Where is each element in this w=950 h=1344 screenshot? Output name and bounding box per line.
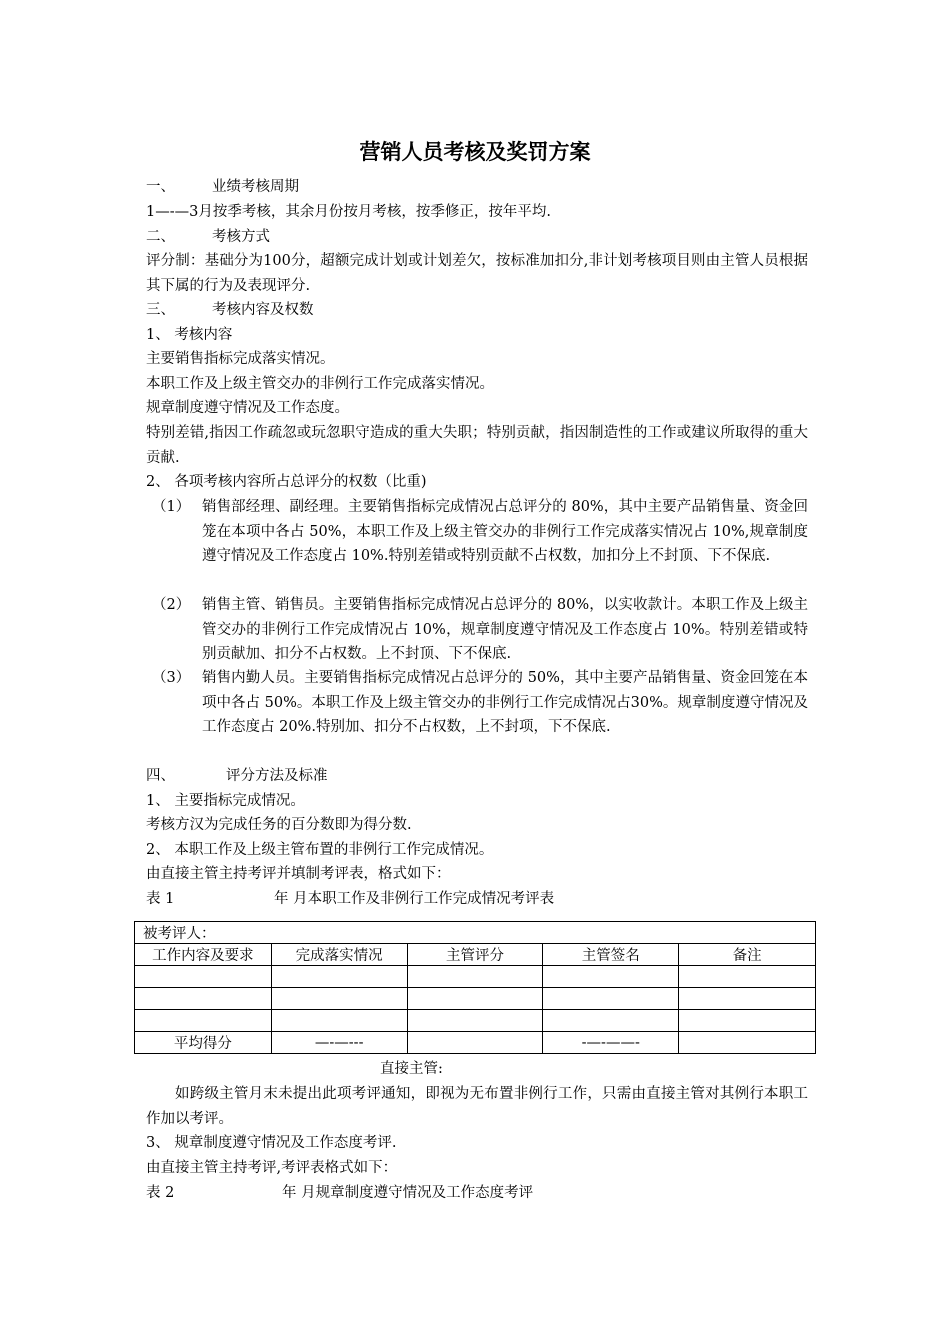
list-item <box>146 495 808 569</box>
table-cell <box>135 1010 272 1032</box>
paragraph: 由直接主管主持考评并填制考评表，格式如下： <box>146 866 451 882</box>
table-caption-title: 年 月本职工作及非例行工作完成情况考评表 <box>274 891 555 907</box>
table-cell <box>679 1010 816 1032</box>
table-cell <box>407 1032 543 1054</box>
avg-label-cell: 平均得分 <box>135 1032 272 1054</box>
table-cell <box>407 988 543 1010</box>
section-label: 考核方式 <box>212 229 270 245</box>
list-item <box>146 593 808 667</box>
subheading: 1、 考核内容 <box>146 327 233 343</box>
section-number: 一、 <box>146 179 175 195</box>
section-label: 考核内容及权数 <box>212 302 314 318</box>
direct-supervisor-label: 直接主管: <box>380 1061 443 1077</box>
table-header-cell: 主管评分 <box>407 944 543 966</box>
paragraph: 规章制度遵守情况及工作态度。 <box>146 400 349 416</box>
paragraph: 由直接主管主持考评,考评表格式如下： <box>146 1160 398 1176</box>
table-cell <box>543 966 679 988</box>
page-title: 营销人员考核及奖罚方案 <box>359 140 591 164</box>
table-row <box>135 988 816 1010</box>
list-item-text: 销售主管、销售员。主要销售指标完成情况占总评分的 80%，以实收款计。本职工作及上级主管交办的非例行工作完成情况占 10%，规章制度遵守情况及工作态度占 10%。特别差错或特别贡献加、扣分不占权数。上不封顶、下不保底. <box>202 597 808 662</box>
list-marker: （3） <box>152 670 191 686</box>
table-cell <box>679 1032 816 1054</box>
table-cell <box>135 988 272 1010</box>
section-number: 三、 <box>146 302 175 318</box>
table-cell <box>679 988 816 1010</box>
subheading: 3、 规章制度遵守情况及工作态度考评. <box>146 1135 397 1151</box>
table-cell <box>135 966 272 988</box>
table-caption <box>146 887 554 911</box>
section-number: 四、 <box>146 768 175 784</box>
table-cell <box>543 1010 679 1032</box>
paragraph: 本职工作及上级主管交办的非例行工作完成落实情况。 <box>146 376 494 392</box>
list-marker: （1） <box>152 499 191 515</box>
paragraph: 如跨级主管月末未提出此项考评通知，即视为无布置非例行工作，只需由直接主管对其例行本职工作加以考评。 <box>146 1086 808 1127</box>
table-cell <box>271 1010 407 1032</box>
table-cell <box>271 966 407 988</box>
table-caption <box>146 1181 533 1205</box>
table-header-row <box>135 944 816 966</box>
section-label: 业绩考核周期 <box>212 179 299 195</box>
subheading: 2、 本职工作及上级主管布置的非例行工作完成情况。 <box>146 842 494 858</box>
avg-dash-cell: -—-——- <box>543 1032 679 1054</box>
table-header-cell: 备注 <box>679 944 816 966</box>
table-cell <box>407 1010 543 1032</box>
section-number: 二、 <box>146 229 175 245</box>
table-header-cell: 工作内容及要求 <box>135 944 272 966</box>
list-item <box>146 666 808 740</box>
table-row <box>135 966 816 988</box>
list-item-text: 销售部经理、副经理。主要销售指标完成情况占总评分的 80%，其中主要产品销售量、资金回笼在本项中各占 50%，本职工作及上级主管交办的非例行工作完成落实情况占 10%,规章制度遵守情况及工作态度占 10%.特别差错或特别贡献不占权数，加扣分上不封顶、下不保底. <box>202 499 808 564</box>
table-header-cell: 完成落实情况 <box>271 944 407 966</box>
list-marker: （2） <box>152 597 191 613</box>
subheading: 1、 主要指标完成情况。 <box>146 793 305 809</box>
reviewee-cell: 被考评人： <box>135 922 816 944</box>
table-cell <box>271 988 407 1010</box>
table-caption-label: 表 1 <box>146 891 175 907</box>
table-caption-title: 年 月规章制度遵守情况及工作态度考评 <box>282 1185 534 1201</box>
paragraph: 特别差错,指因工作疏忽或玩忽职守造成的重大失职；特别贡献，指因制造性的工作或建议所取得的重大贡献. <box>146 425 808 466</box>
subheading: 2、 各项考核内容所占总评分的权数（比重) <box>146 474 427 490</box>
paragraph: 主要销售指标完成落实情况。 <box>146 351 335 367</box>
table-cell <box>407 966 543 988</box>
table-cell <box>679 966 816 988</box>
table-footer-row <box>135 1032 816 1054</box>
table-row <box>135 922 816 944</box>
table-header-cell: 主管签名 <box>543 944 679 966</box>
section-label: 评分方法及标准 <box>226 768 328 784</box>
list-item-text: 销售内勤人员。主要销售指标完成情况占总评分的 50%，其中主要产品销售量、资金回笼在本项中各占 50%。本职工作及上级主管交办的非例行工作完成情况占30%。规章制度遵守情况及工作态度占 20%.特别加、扣分不占权数，上不封项，下不保底. <box>202 670 808 735</box>
avg-dash-cell: —-—--- <box>271 1032 407 1054</box>
paragraph: 考核方汉为完成任务的百分数即为得分数. <box>146 817 412 833</box>
section-heading-4 <box>146 764 328 788</box>
section-heading-3 <box>146 298 314 322</box>
paragraph: 评分制：基础分为100分，超额完成计划或计划差欠，按标准加扣分,非计划考核项目则由主管人员根据其下属的行为及表现评分. <box>146 253 808 294</box>
table-caption-label: 表 2 <box>146 1185 175 1201</box>
paragraph: 1—-—3月按季考核，其余月份按月考核，按季修正，按年平均. <box>146 204 551 220</box>
table-cell <box>543 988 679 1010</box>
section-heading-2 <box>146 225 270 249</box>
table-row <box>135 1010 816 1032</box>
section-heading-1 <box>146 175 299 199</box>
evaluation-table <box>134 921 816 1054</box>
